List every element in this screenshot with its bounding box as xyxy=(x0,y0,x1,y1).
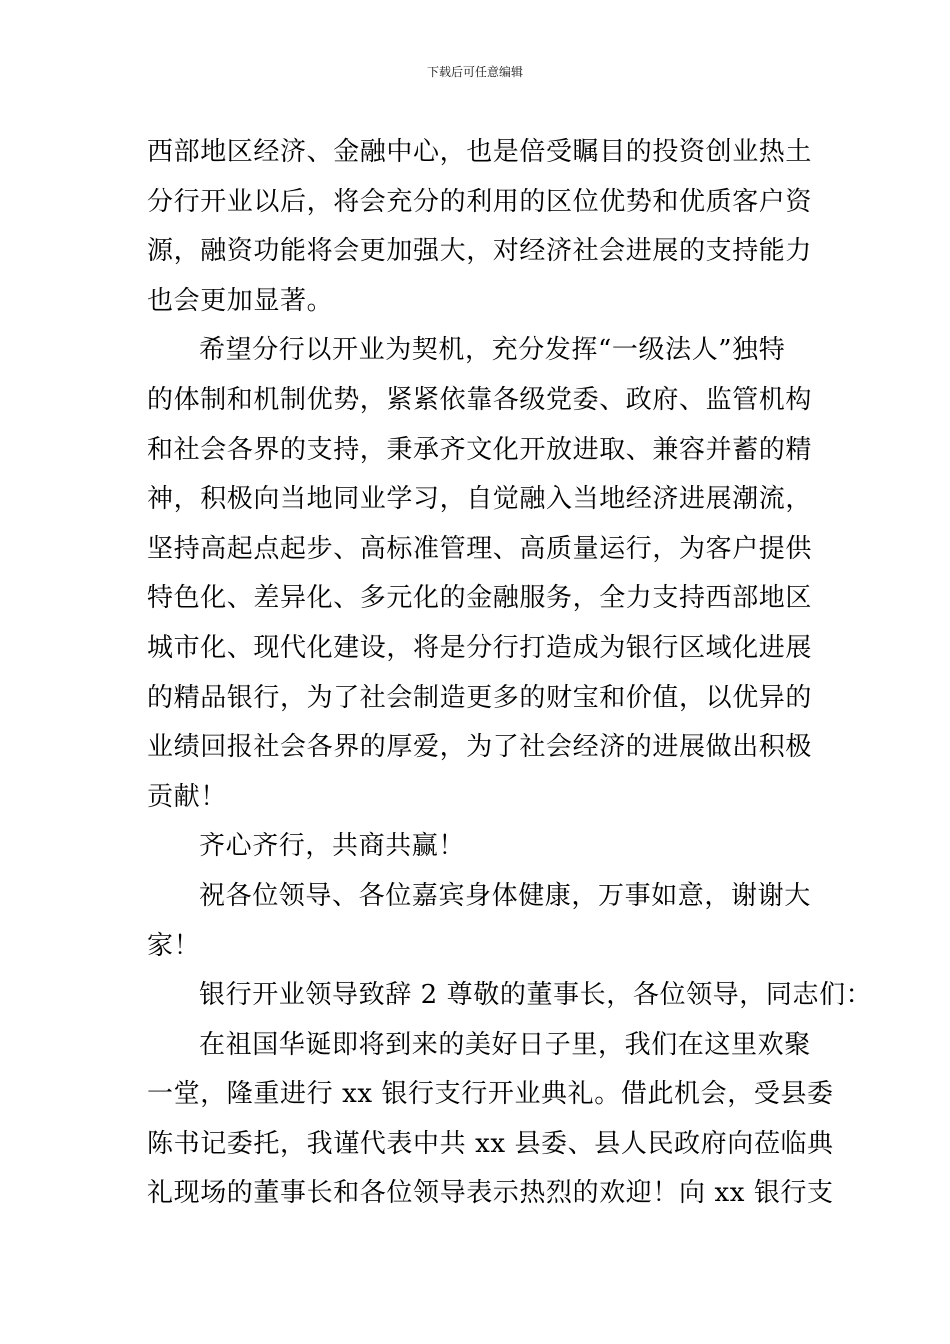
text-line: 在祖国华诞即将到来的美好日子里，我们在这里欢聚 xyxy=(199,1029,811,1060)
text-line: 一堂，隆重进行 xx 银行支行开业典礼。借此机会，受县委 xyxy=(147,1079,834,1110)
text-line: 祝各位领导、各位嘉宾身体健康，万事如意，谢谢大 xyxy=(199,880,811,911)
text-line: 业绩回报社会各界的厚爱，为了社会经济的进展做出积极 xyxy=(147,732,813,763)
text-line: 也会更加显著。 xyxy=(147,285,334,316)
text-line: 家！ xyxy=(147,930,201,961)
text-line: 陈书记委托，我谨代表中共 xx 县委、县人民政府向莅临典 xyxy=(147,1128,834,1159)
document-body xyxy=(147,128,873,1219)
text-line: 齐心齐行，共商共赢！ xyxy=(199,831,466,862)
text-line: 礼现场的董事长和各位领导表示热烈的欢迎！向 xx 银行支 xyxy=(147,1178,834,1209)
text-line: 源，融资功能将会更加强大，对经济社会进展的支持能力 xyxy=(147,236,813,267)
text-line: 希望分行以开业为契机，充分发挥“一级法人”独特 xyxy=(199,335,786,366)
text-line: 分行开业以后，将会充分的利用的区位优势和优质客户资 xyxy=(147,186,813,217)
text-line: 特色化、差异化、多元化的金融服务，全力支持西部地区 xyxy=(147,583,813,614)
page-header: 下载后可任意编辑 xyxy=(426,65,523,79)
text-line: 城市化、现代化建设，将是分行打造成为银行区域化进展 xyxy=(147,632,813,663)
text-line: 和社会各界的支持，秉承齐文化开放进取、兼容并蓄的精 xyxy=(147,434,813,465)
text-line: 贡献！ xyxy=(147,781,227,812)
text-line: 神，积极向当地同业学习，自觉融入当地经济进展潮流， xyxy=(147,484,813,515)
text-line: 西部地区经济、金融中心，也是倍受瞩目的投资创业热土 xyxy=(147,137,813,167)
text-line: 的精品银行，为了社会制造更多的财宝和价值，以优异的 xyxy=(147,682,813,713)
text-line: 的体制和机制优势，紧紧依靠各级党委、政府、监管机构 xyxy=(147,384,813,415)
text-line: 银行开业领导致辞 2 尊敬的董事长，各位领导，同志们： xyxy=(199,980,873,1011)
text-line: 坚持高起点起步、高标准管理、高质量运行，为客户提供 xyxy=(147,533,813,564)
